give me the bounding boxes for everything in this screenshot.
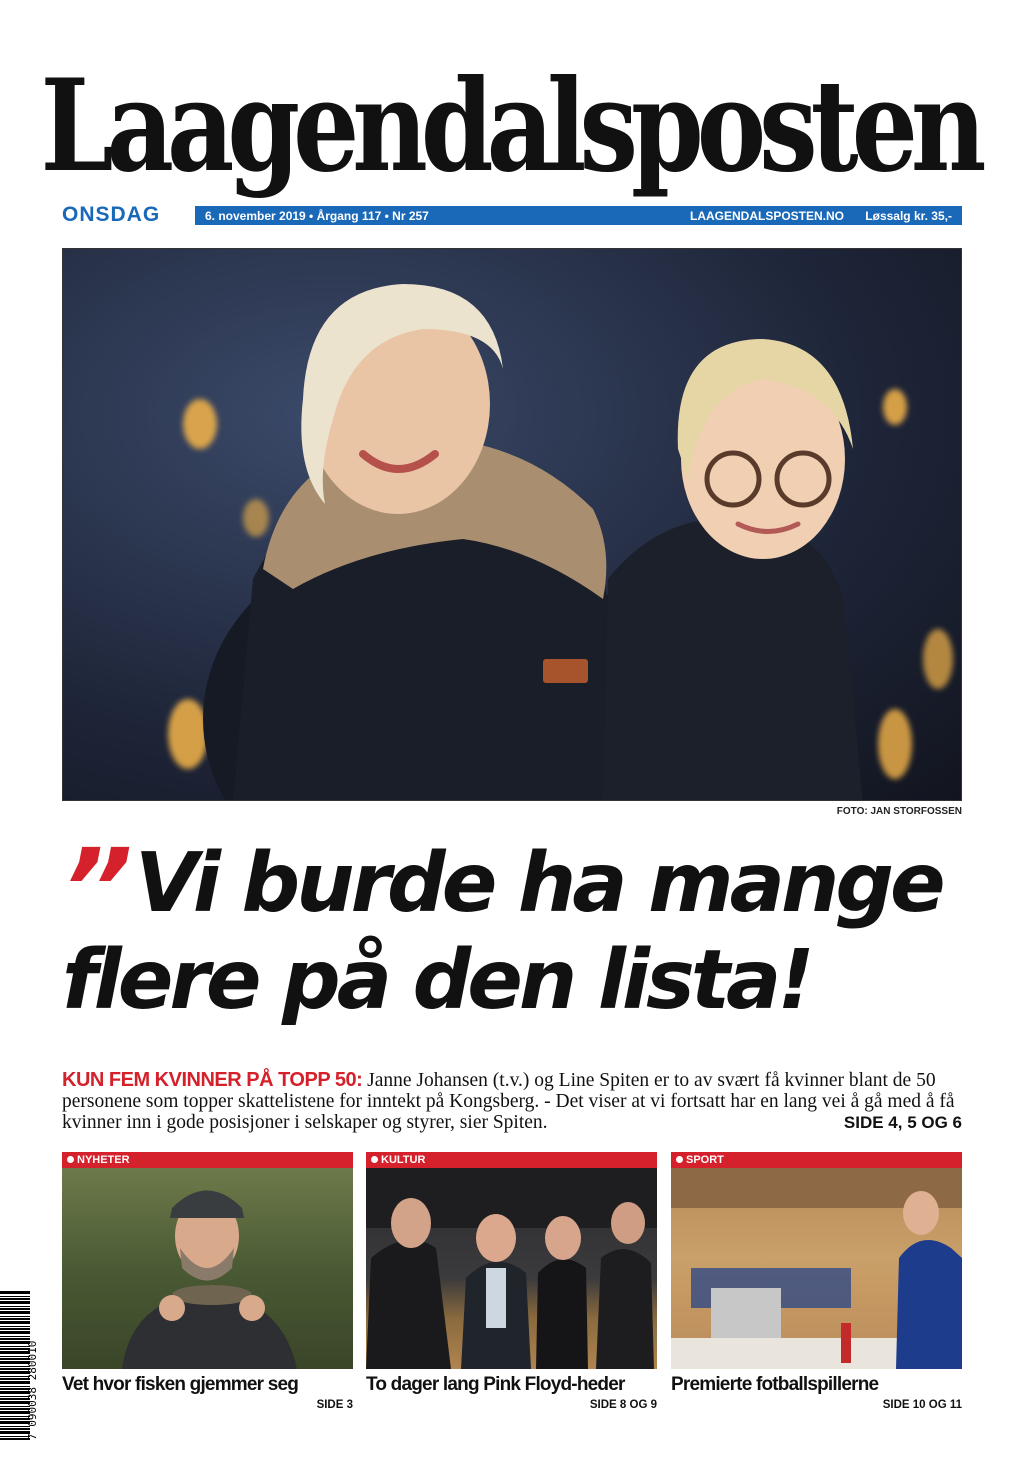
price-label: Løssalg kr. 35,- — [865, 209, 952, 223]
section-tag: KULTUR — [366, 1152, 657, 1168]
teaser-nyheter[interactable] — [62, 1152, 353, 1411]
teaser-photo[interactable] — [62, 1168, 353, 1369]
teaser-title: To dager lang Pink Floyd-heder — [366, 1374, 625, 1395]
issue-info: 6. november 2019 • Årgang 117 • Nr 257 — [205, 209, 429, 223]
bullet-icon — [371, 1156, 378, 1163]
barcode-number: 7 090038 280010 — [26, 1340, 39, 1440]
teaser-page-reference: SIDE 3 — [316, 1399, 353, 1411]
photo-credit: FOTO: JAN STORFOSSEN — [836, 806, 962, 817]
newspaper-masthead: Laagendalsposten — [40, 49, 980, 201]
lede-kicker: KUN FEM KVINNER PÅ TOPP 50: — [62, 1069, 363, 1091]
teaser-page-reference: SIDE 8 OG 9 — [589, 1399, 657, 1411]
main-story-photo[interactable] — [62, 248, 962, 801]
weekday-label: ONSDAG — [62, 203, 161, 226]
teaser-page-reference: SIDE 10 OG 11 — [882, 1399, 962, 1411]
two-women-illustration — [63, 249, 962, 801]
lede-text: Janne Johansen (t.v.) og Line Spiten er to av svært få kvinner blant de 50 personene som topper skattelistene for inntekt på Kongsberg. - Det viser at vi fortsatt har en lang vei å gå med å få kvinner inn i gode posisjoner i selskaper og styrer, sier Spiten. — [62, 1070, 955, 1133]
teaser-kultur[interactable] — [366, 1152, 657, 1411]
sports-hall-illustration — [671, 1168, 962, 1369]
date-bar — [195, 206, 962, 225]
fisherman-illustration — [62, 1168, 353, 1369]
teaser-title: Premierte fotballspillerne — [671, 1374, 879, 1395]
lede-page-reference[interactable]: SIDE 4, 5 OG 6 — [836, 1112, 962, 1133]
teaser-photo[interactable] — [366, 1168, 657, 1369]
section-tag: NYHETER — [62, 1152, 353, 1168]
section-tag: SPORT — [671, 1152, 962, 1168]
website-link[interactable]: LAAGENDALSPOSTEN.NO — [690, 209, 845, 223]
teaser-photo[interactable] — [671, 1168, 962, 1369]
main-headline[interactable] — [62, 825, 972, 1028]
teaser-sport[interactable] — [671, 1152, 962, 1411]
bullet-icon — [676, 1156, 683, 1163]
quote-mark-icon: ” — [62, 825, 119, 953]
lede-paragraph — [62, 1070, 962, 1133]
teaser-title: Vet hvor fisken gjemmer seg — [62, 1374, 299, 1395]
dateline — [62, 203, 962, 227]
headline-text: Vi burde ha mange flere på den lista! — [62, 836, 942, 1028]
men-group-illustration — [366, 1168, 657, 1369]
bullet-icon — [67, 1156, 74, 1163]
